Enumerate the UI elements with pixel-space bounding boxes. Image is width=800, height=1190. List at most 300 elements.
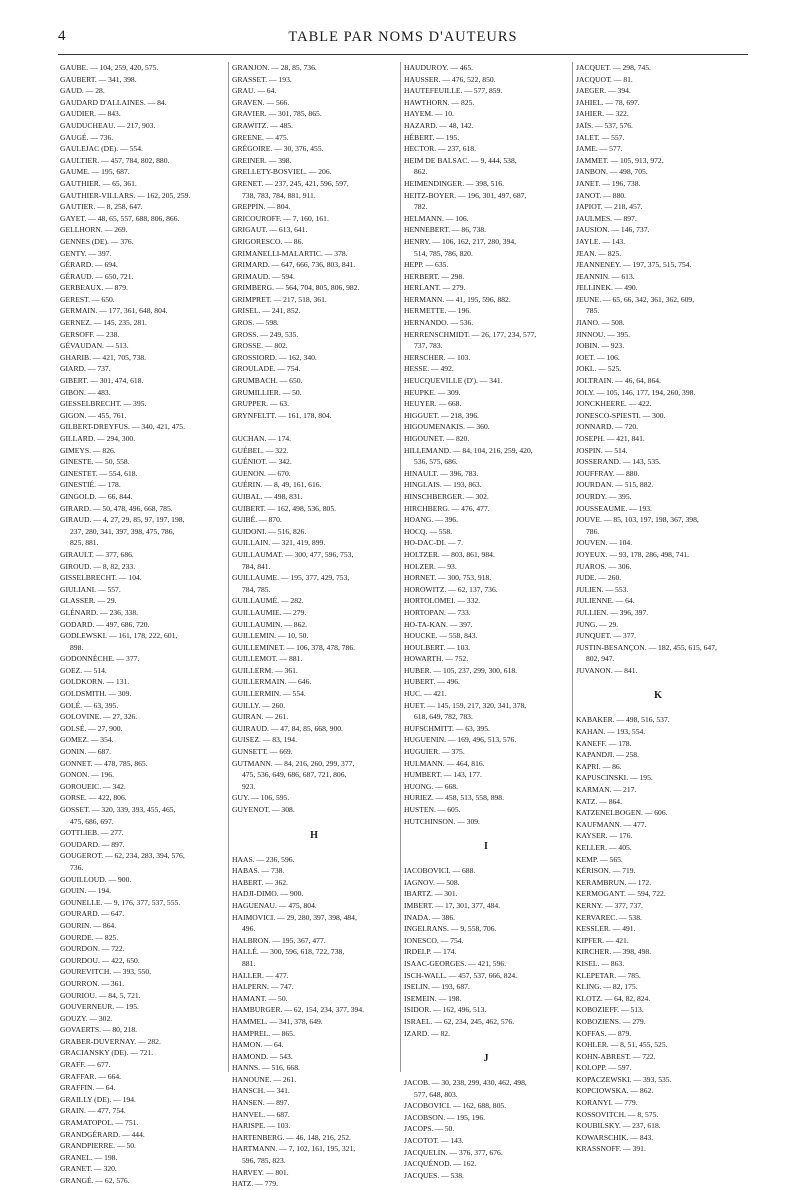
index-entry: HAGUENAU. — 475, 804. [232,900,317,910]
index-entry: 738, 783, 784, 881, 911. [242,190,316,200]
index-entry: KOHLER. — 8, 51, 455, 525. [576,1040,668,1050]
index-entry: GRANEL. — 198. [60,1152,118,1162]
index-entry: HARTMANN. — 7, 102, 161, 195, 321, [232,1144,356,1154]
index-entry: JULIEN. — 553. [576,584,629,594]
index-entry: HAIMOVICI. — 29, 280, 397, 398, 484, [232,912,357,922]
index-entry: ISCH-WALL. — 457, 537, 666, 824. [404,970,518,980]
index-entry: HERMANN. — 41, 195, 596, 882. [404,294,511,304]
index-entry: KLING. — 82, 175. [576,982,638,992]
index-entry: HUC. — 421. [404,689,447,699]
index-entry: GAUBERT. — 341, 398. [60,74,137,84]
index-entry: GREPPIN. — 804. [232,202,291,212]
index-entry: HEPP. — 635. [404,260,449,270]
index-entry: INGELRANS. — 9, 558, 706. [404,924,497,934]
index-entry: KOUBILSKY. — 237, 618. [576,1121,661,1131]
index-entry: HINSCHBERGER. — 302. [404,491,489,501]
page-header [58,28,748,52]
index-entry: JINNOU. — 395. [576,329,630,339]
index-entry: HÉBERT. — 195. [404,132,460,142]
index-entry: GOTTLIEB. — 277. [60,828,124,838]
index-entry: GREENE. — 475. [232,132,289,142]
index-entry: HERRENSCHMIDT. — 26, 177, 234, 577, [404,329,537,339]
index-columns [60,62,750,1189]
index-entry: GIRAUD. — 4, 27, 29, 85, 97, 197, 198, [60,515,185,525]
index-entry: GOUGEROT. — 62, 234, 283, 394, 576, [60,851,185,861]
index-entry: GRISEL. — 241, 852. [232,306,301,316]
index-entry: GAUGÉ. — 736. [60,132,114,142]
index-entry: GRAFF. — 677. [60,1060,111,1070]
index-entry: KOSSOVITCH. — 8, 575. [576,1109,659,1119]
index-entry: KOWARSCHIK. — 843. [576,1132,654,1142]
index-entry: GRAFFAR. — 664. [60,1071,122,1081]
index-entry: 923. [242,781,256,791]
index-entry [232,421,396,433]
index-entry: GUISEZ. — 83, 194. [232,735,297,745]
index-entry: GOLOVINE. — 27, 326. [60,712,138,722]
index-entry: HUET. — 145, 159, 217, 320, 341, 378, [404,700,527,710]
index-entry: GIULIANI. — 557. [60,584,121,594]
index-entry: HOWARTH. — 752. [404,654,469,664]
index-entry: GOURIOU. — 84, 5, 721. [60,990,141,1000]
index-entry: HUBERT. — 496. [404,677,460,687]
index-entry: GENTY. — 397. [60,248,112,258]
index-entry: GAUBE. — 104, 259, 420, 575. [60,63,159,72]
index-entry: JAHIER. — 322. [576,109,629,119]
index-entry: HERSCHER. — 103. [404,352,471,362]
index-entry: GRANJON. — 28, 85, 736. [232,63,317,72]
index-entry: GAUD. — 28. [60,86,105,96]
index-entry: GRAU. — 64. [232,86,277,96]
index-entry: JACOPS. — 50. [404,1124,455,1134]
index-entry: GOURIN. — 864. [60,920,117,930]
index-entry: GAUME. — 195, 687. [60,167,130,177]
index-entry: IAGNOV. — 508. [404,877,460,887]
index-entry: JACQUES. — 538. [404,1170,464,1180]
index-column-3 [404,62,568,1180]
index-entry: HOROWITZ. — 62, 137, 736. [404,584,498,594]
index-entry: 881. [242,958,256,968]
index-entry: IMBERT. — 17, 301, 377, 484. [404,900,501,910]
index-entry: GRAWITZ. — 485. [232,120,293,130]
index-entry: GRAMATOPOL. — 751. [60,1118,139,1128]
index-entry: GAULTIER. — 457, 784, 802, 880. [60,155,170,165]
index-entry: GAYET. — 48, 65, 557, 688, 806, 866. [60,213,180,223]
index-entry: HORTOLOMEI. — 332. [404,596,481,606]
index-entry: HERNANDO. — 536. [404,318,474,328]
index-entry: KELLER. — 405. [576,843,632,852]
index-entry: KIRCHER. — 398, 498. [576,947,652,957]
index-entry: GOURDON. — 722. [60,944,125,954]
index-entry: GRUPPER. — 63. [232,399,289,409]
index-entry: HULMANN. — 464, 816. [404,758,485,768]
index-entry: GINESTIÉ. — 178. [60,480,121,490]
index-entry: GRUMILLIER. — 50. [232,387,302,397]
index-entry: GOSSET. — 320, 339, 393, 455, 465, [60,805,176,814]
index-entry: GUÉBEL. — 322. [232,445,289,455]
index-entry: GRABER-DUVERNAY. — 282. [60,1036,161,1046]
index-entry: KABAKER. — 498, 516, 537. [576,715,670,725]
index-entry: GRÉGOIRE. — 30, 376, 455. [232,144,324,154]
index-entry: KAPRI. — 86. [576,761,622,771]
index-entry: GUILLEMOT. — 881. [232,654,303,664]
index-column-1 [60,62,224,1185]
index-entry: GUIBERT. — 162, 498, 536, 805. [232,503,337,513]
index-entry: KEMP. — 565. [576,854,623,864]
index-entry: JUVANON. — 841. [576,665,638,675]
index-entry: GRELLETY-BOSVIEL. — 206. [232,167,332,177]
index-entry: 802, 947. [586,654,615,664]
index-entry: JONCKHEERE. — 422. [576,399,652,409]
index-entry: JAMMET. — 105, 913, 972. [576,155,664,165]
index-entry: GRIGORESCO. — 86. [232,236,304,246]
index-entry: KAPANDJI. — 258. [576,750,640,760]
index-entry: GOROUEIC. — 342. [60,781,126,791]
index-entry: JANET. — 196, 738. [576,178,641,188]
index-entry: GUIRAUD. — 47, 84, 85, 668, 900. [232,723,343,733]
index-entry: JEANNENEY. — 197, 375, 515, 754. [576,260,692,270]
index-entry: GUYENOT. — 308. [232,805,295,814]
index-entry: GRUMBACH. — 650. [232,376,303,386]
index-entry: GAUDUCHEAU. — 217, 903. [60,120,156,130]
index-entry: KERMOGANT. — 594, 722. [576,889,666,899]
index-entry: JEUNE. — 65, 66, 342, 361, 362, 609, [576,294,695,304]
index-entry: IBARTZ. — 301. [404,889,458,899]
index-entry: GERMAIN. — 177, 361, 648, 804. [60,306,168,316]
index-entry: GOURARD. — 647. [60,909,125,919]
index-entry: HARVEY. — 801. [232,1167,289,1177]
index-entry: GIRARD. — 50, 478, 496, 668, 785. [60,503,173,513]
index-entry: GRANDGÉRARD. — 444. [60,1129,145,1139]
index-entry: ISELIN. — 193, 687. [404,982,470,992]
index-entry: HEUYER. — 668. [404,399,462,409]
index-entry: GIROUD. — 8, 82, 233. [60,561,136,571]
index-entry: HAZARD. — 48, 142. [404,120,474,130]
index-entry: KÉRISON. — 719. [576,866,636,876]
index-entry: GRANDPIERRE. — 50. [60,1141,136,1151]
index-entry: HEITZ-BOYER. — 196, 301, 497, 687, [404,190,527,200]
index-entry: GUIRAN. — 261. [232,712,289,722]
index-entry: JOLTRAIN. — 46, 64, 864. [576,376,661,386]
index-entry: GROS. — 598. [232,318,279,328]
index-entry: HOANG. — 396. [404,515,458,525]
index-entry: ISEMEIN. — 198. [404,993,462,1003]
index-entry: GOURDE. — 825. [60,932,119,942]
index-entry: GUILLERMIN. — 554. [232,689,306,699]
index-entry: GODONNÈCHE. — 377. [60,654,140,664]
index-entry: 737, 783. [414,341,443,351]
index-entry: GUILLEMIN. — 10, 50. [232,631,309,641]
index-entry: GUCHAN. — 174. [232,434,292,443]
index-entry: GRAILLY (DE). — 194. [60,1094,136,1104]
index-entry: HAMON. — 64. [232,1040,284,1050]
index-entry: HESSE. — 492. [404,364,454,374]
index-entry: GROSSE. — 802. [232,341,288,351]
index-entry: GOURRON. — 361. [60,978,125,988]
index-entry: GAUDIER. — 843. [60,109,121,119]
index-entry: HIGGUET. — 218, 396. [404,410,479,420]
section-letter: K [654,690,662,702]
page-title: TABLE PAR NOMS D'AUTEURS [288,29,518,45]
index-entry: GLÉNARD. — 236, 338. [60,607,139,617]
index-entry: JANBON. — 498, 705. [576,167,648,177]
index-entry: JACOTOT. — 143. [404,1136,464,1146]
index-entry: KLEPETAR. — 785. [576,970,641,980]
index-entry: JUNQUET. — 377. [576,631,637,641]
index-entry: KESSLER. — 491. [576,924,636,934]
index-entry: HAUTEFEUILLE. — 577, 859. [404,86,503,96]
index-entry: HENRY. — 106, 162, 217, 280, 394, [404,236,517,246]
index-entry: KAHAN. — 193, 554. [576,727,646,737]
index-entry: GIARD. — 737. [60,364,111,374]
index-entry: HUGUENIN. — 169, 496, 513, 576. [404,735,517,745]
index-entry: GUILLAUMÉ. — 282. [232,596,304,606]
index-entry: 536, 575, 686. [414,457,458,467]
index-entry: GUIBAL. — 498, 831. [232,491,303,501]
index-entry: GLASSER. — 29. [60,596,117,606]
index-entry: GODLEWSKI. — 161, 178, 222, 601, [60,631,178,641]
index-entry: JAÏS. — 537, 576. [576,120,633,130]
index-entry: HUFSCHMITT. — 63, 395. [404,723,490,733]
index-entry: HELMANN. — 106. [404,213,469,223]
index-entry: GAULEJAC (DE). — 554. [60,144,143,154]
index-entry: 786. [586,526,600,536]
index-entry: GUILLERM. — 361. [232,665,298,675]
index-entry: JAME. — 577. [576,144,623,154]
index-entry: GRIMANELLI-MALARTIC. — 378. [232,248,348,258]
index-entry: GHARIB. — 421, 705, 738. [60,352,147,362]
index-entry: GIMEYS. — 826. [60,445,116,455]
index-entry: GRENET. — 237, 245, 421, 596, 597, [232,178,349,188]
index-entry: GUILLAUMIE. — 279. [232,607,307,617]
index-entry: GAUTHIER-VILLARS. — 162, 205, 259. [60,190,191,200]
index-entry: KIPFER. — 421. [576,935,629,945]
index-entry: GINESTE. — 50, 558. [60,457,130,467]
index-entry: GRIGAUT. — 613, 641. [232,225,308,235]
index-entry: 496. [242,924,256,934]
index-entry: HABERT. — 362. [232,877,288,887]
index-entry: HAMANT. — 50. [232,993,288,1003]
index-entry: HOULBERT. — 103. [404,642,471,652]
index-entry: GROSSIORD. — 162, 340. [232,352,317,362]
index-entry: HUMBERT. — 143, 177. [404,770,482,780]
index-entry: GONON. — 196. [60,770,114,780]
index-entry: KERNY. — 377, 737. [576,900,643,910]
index-entry: HOLTZER. — 803, 861, 984. [404,549,495,559]
index-entry: GELLHORN. — 269. [60,225,128,235]
index-entry: ISAAC-GEORGES. — 421, 596. [404,958,507,968]
index-entry: JOET. — 106. [576,352,620,362]
index-entry: JUAROS. — 306. [576,561,632,571]
index-entry: GEREST. — 650. [60,294,115,304]
index-entry: GOUIN. — 194. [60,886,112,896]
index-entry: KAUFMANN. — 477. [576,819,647,829]
index-entry: HALLÉ. — 300, 596, 618, 722, 738, [232,947,345,957]
index-entry: HO-TA-KAN. — 397. [404,619,473,629]
index-entry: KERVAREC. — 538. [576,912,642,922]
index-entry: GRIMBERG. — 564, 704, 805, 806, 982. [232,283,360,293]
index-entry: HARISPE. — 103. [232,1121,291,1131]
index-entry: KLOTZ. — 64, 82, 824. [576,993,651,1003]
index-entry: GOLÉ. — 63, 395. [60,700,119,710]
index-entry: GERBEAUX. — 879. [60,283,128,293]
index-entry: HANSEN. — 897. [232,1098,290,1108]
index-entry: HIGOUNET. — 820. [404,434,470,443]
index-entry: JACQUET. — 298, 745. [576,63,651,72]
index-entry: KARMAN. — 217. [576,785,637,795]
index-entry: 785. [586,306,600,316]
index-entry: GUILLY. — 260. [232,700,286,710]
index-entry: IACOBOVICI. — 688. [404,866,476,876]
section-letter: H [310,829,318,841]
page-number: 4 [58,28,66,44]
index-entry: GRAFFIN. — 64. [60,1083,116,1093]
index-entry: HARTENBERG. — 46, 148, 216, 252. [232,1132,351,1142]
index-entry: HABAS. — 738. [232,866,285,876]
index-entry: ISRAEL. — 62, 234, 245, 462, 576. [404,1016,515,1026]
index-entry: GUENON. — 670. [232,468,291,478]
index-entry: KOPCIOWSKA. — 862. [576,1086,654,1096]
index-entry: GOUZY. — 302. [60,1013,113,1023]
index-entry: GÉRARD. — 694. [60,260,118,270]
index-entry: 514, 785, 786, 820. [414,248,473,258]
index-entry: GUTMANN. — 84, 216, 260, 299, 377, [232,758,355,768]
index-entry: KRASSNOFF. — 391. [576,1144,646,1154]
index-entry: INADA. — 386. [404,912,456,922]
index-entry: HAMPREL. — 865. [232,1028,295,1038]
index-entry: HOLZER. — 93. [404,561,457,571]
index-entry: JEANNIN. — 613. [576,271,635,281]
index-entry: GRAIN. — 477, 754. [60,1106,126,1116]
index-entry: JOYEUX. — 93, 178, 286, 498, 741. [576,549,690,559]
index-entry: JUDE. — 260. [576,573,622,583]
index-entry: GAUDARD D'ALLAINES. — 84. [60,97,167,107]
index-entry: JACQUELIN. — 376, 377, 676. [404,1147,503,1157]
index-entry: HIGOUMENAKIS. — 360. [404,422,490,432]
index-entry: HALPERN. — 747. [232,982,294,992]
index-entry: JEAN. — 825. [576,248,622,258]
index-entry: HAYEM. — 10. [404,109,454,119]
index-entry: HOUCKE. — 558, 843. [404,631,478,641]
index-entry: 736. [70,862,84,872]
index-entry: GROULADE. — 754. [232,364,301,374]
index-entry: GRACIANSKY (DE). — 721. [60,1048,154,1058]
index-entry: JACQUOT. — 81. [576,74,633,84]
index-entry: JUNG. — 29. [576,619,619,629]
index-entry: HANNS. — 516, 668. [232,1063,300,1073]
header-rule [58,54,748,55]
index-entry: GOMEZ. — 354. [60,735,114,745]
index-entry: GUILLAUMIN. — 862. [232,619,308,629]
index-column-4 [576,62,740,1154]
index-entry: HATZ. — 779. [232,1179,278,1189]
index-entry: KAYSER. — 176. [576,831,633,841]
index-entry: 862. [414,167,428,177]
index-entry: JONESCO-SPIESTI. — 300. [576,410,666,420]
index-entry: GÉRAUD. — 650, 721. [60,271,134,281]
index-entry: GUIDONI. — 516, 826. [232,526,307,536]
index-column-2 [232,62,396,1189]
index-entry: 237, 280, 341, 397, 398, 475, 786, [70,526,175,536]
index-entry: GUIBÉ. — 870. [232,515,282,525]
index-entry: GRYNFELTT. — 161, 178, 804. [232,410,332,420]
index-entry: GOUDARD. — 897. [60,839,125,849]
index-entry: JOUFFRAY. — 880. [576,468,640,478]
section-letter: J [483,1053,489,1065]
index-entry: JAUSION. — 146, 737. [576,225,650,235]
index-entry: GRIMPRET. — 217, 518, 361. [232,294,327,304]
index-entry: 577, 648, 803. [414,1089,458,1099]
index-entry: 784, 785. [242,584,271,594]
index-entry: HAMMEL. — 341, 378, 649. [232,1016,323,1026]
index-entry: KOBOZIEFF. — 513. [576,1005,644,1015]
section-letter: I [484,841,488,853]
index-entry: KATZENELBOGEN. — 606. [576,808,668,818]
index-entry: JACQUÉNOD. — 162. [404,1159,477,1169]
index-entry: 782. [414,202,428,212]
index-entry: GUILLAUME. — 195, 377, 429, 753, [232,573,350,583]
index-entry: 784, 841. [242,561,271,571]
index-entry: HO-DAC-DI. — 7. [404,538,464,548]
index-entry: KOLOPP. — 597. [576,1063,632,1073]
index-entry: GAUTIER. — 8, 258, 647. [60,202,143,212]
index-entry: GILLARD. — 294, 300. [60,434,136,443]
index-entry: 475, 686, 697. [70,816,114,826]
index-entry: JOKL. — 525. [576,364,622,374]
index-entry: GODARD. — 497, 686, 720. [60,619,150,629]
index-entry: 475, 536, 649, 686, 687, 721, 806, [242,770,347,780]
index-entry: JOSSERAND. — 143, 535. [576,457,661,467]
index-entry: HAAS. — 236, 596. [232,854,295,864]
index-entry: JOSEPH. — 421, 841. [576,434,645,443]
index-entry: GENNES (DE). — 376. [60,236,134,246]
index-entry: GUNSETT. — 669. [232,747,293,757]
index-entry: GUÉRIN. — 8, 49, 161, 616. [232,480,322,490]
index-entry: GIBERT. — 301, 474, 618. [60,376,144,386]
index-entry: HALLER. — 477. [232,970,289,980]
index-entry: GISSELBRECHT. — 104. [60,573,142,583]
index-entry: HANOUNE. — 261. [232,1074,297,1084]
index-entry: GOUREVITCH. — 393, 550. [60,967,152,977]
index-entry: HUGUIER. — 375. [404,747,465,757]
index-entry: GIESSELBRECHT. — 395. [60,399,147,409]
index-entry: GUILLAIN. — 321, 419, 899. [232,538,326,548]
index-entry: GÉVAUDAN. — 513. [60,341,129,351]
index-entry: HEIM DE BALSAC. — 9, 444, 538, [404,155,517,165]
index-entry: 618, 649, 782, 783. [414,712,473,722]
index-entry: GRIMARD. — 647, 666, 736, 803, 841. [232,260,356,270]
index-entry: 825, 881. [70,538,99,548]
index-entry: HEUPKE. — 309. [404,387,461,397]
index-entry: GONNET. — 478, 785, 865. [60,758,148,768]
index-entry: GOEZ. — 514. [60,665,107,675]
index-entry: GRAVIER. — 301, 785, 865. [232,109,322,119]
index-entry: JAULMES. — 897. [576,213,637,223]
index-entry: HERLANT. — 279. [404,283,466,293]
index-entry: JAPIOT. — 218, 457. [576,202,643,212]
index-entry: KISEL. — 863. [576,958,625,968]
index-entry: IZARD. — 82. [404,1028,450,1038]
index-entry: HIRCHBERG. — 476, 477. [404,503,490,513]
index-entry: HAUSSER. — 476, 522, 850. [404,74,496,84]
index-entry: JIANO. — 508. [576,318,625,328]
index-entry: HALBRON. — 195, 367, 477. [232,935,326,945]
index-entry: GOVAERTS. — 80, 218. [60,1025,138,1035]
index-entry: JANOT. — 880. [576,190,627,200]
index-entry: GOUNELLE. — 9, 176, 377, 537, 555. [60,897,181,907]
index-entry: JUSTIN-BESANÇON. — 182, 455, 615, 647, [576,642,717,652]
index-entry: GRAVEN. — 566. [232,97,290,107]
index-entry: GOLDSMITH. — 309. [60,689,132,699]
